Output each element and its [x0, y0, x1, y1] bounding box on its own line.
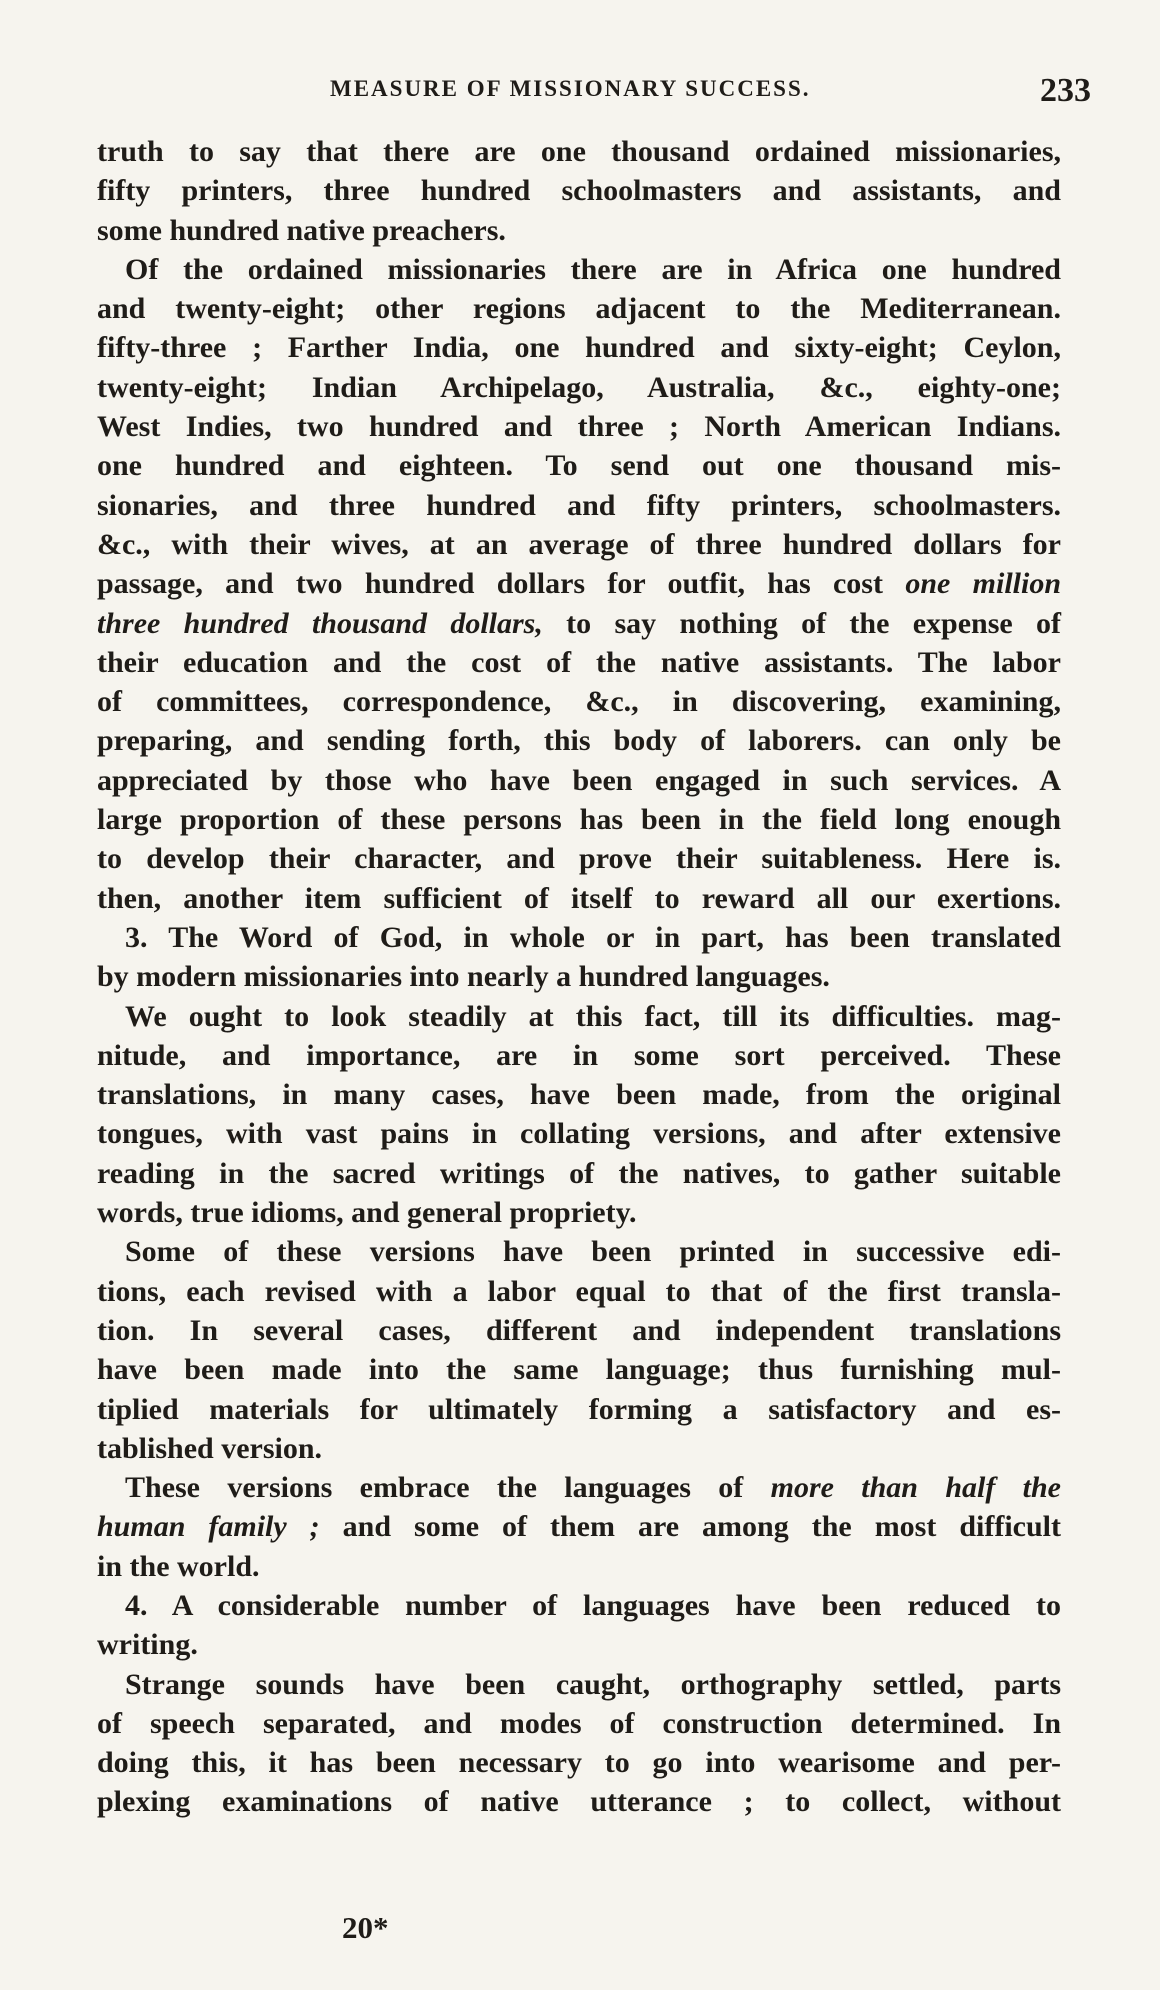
text-segment: their education and the cost of the native assistants. The labor [97, 645, 1061, 679]
text-segment: These versions embrace the languages of [125, 1471, 771, 1505]
text-line [97, 1114, 1061, 1153]
text-segment: 3. The Word of God, in whole or in part, has been translated [125, 920, 1061, 954]
text-segment: reading in the sacred writings of the natives, to gather suitable [97, 1156, 1061, 1190]
text-segment: tions, each revised with a labor equal to that of the first transla- [97, 1274, 1061, 1308]
text-line [97, 1193, 1061, 1232]
text-line [97, 1547, 1061, 1586]
text-line [97, 1075, 1061, 1114]
page-number: 233 [1040, 72, 1091, 109]
text-line [97, 328, 1061, 367]
text-segment: then, another item sufficient of itself to reward all our exertions. [97, 881, 1061, 915]
text-line [97, 1036, 1061, 1075]
text-segment: to say nothing of the expense of [542, 606, 1062, 640]
text-line [97, 1665, 1061, 1704]
text-line [97, 250, 1061, 289]
text-segment: West Indies, two hundred and three ; North American Indians. [97, 410, 1061, 444]
text-line [97, 1311, 1061, 1350]
text-line [97, 879, 1061, 918]
text-line [97, 525, 1061, 564]
text-line [97, 1625, 1061, 1664]
text-line [97, 604, 1061, 643]
text-segment: tion. In several cases, different and independent translations [97, 1313, 1061, 1347]
text-segment: tiplied materials for ultimately forming a satisfactory and es- [97, 1392, 1061, 1426]
text-segment: passage, and two hundred dollars for outfit, has cost [97, 567, 906, 601]
text-segment: sionaries, and three hundred and fifty printers, schoolmasters. [97, 488, 1061, 522]
text-line [97, 446, 1061, 485]
text-segment: by modern missionaries into nearly a hundred languages. [97, 960, 830, 994]
text-segment: appreciated by those who have been engaged in such services. A [97, 763, 1061, 797]
text-line [97, 1390, 1061, 1429]
text-segment: to develop their character, and prove their suitableness. Here is. [97, 842, 1061, 876]
italic-text: one million [905, 567, 1062, 601]
text-line [97, 407, 1061, 446]
text-line [97, 1586, 1061, 1625]
italic-text: human family ; [97, 1510, 320, 1544]
text-segment: words, true idioms, and general propriety. [97, 1196, 637, 1230]
text-segment: of committees, correspondence, &c., in discovering, examining, [97, 685, 1061, 719]
text-line [97, 643, 1061, 682]
signature-mark: 20* [342, 1910, 389, 1945]
text-segment: 4. A considerable number of languages have been reduced to [125, 1588, 1061, 1622]
text-segment: tablished version. [97, 1431, 323, 1465]
text-segment: &c., with their wives, at an average of three hundred dollars for [97, 527, 1061, 561]
text-segment: We ought to look steadily at this fact, till its difficulties. mag- [125, 999, 1061, 1033]
text-segment: translations, in many cases, have been made, from the original [97, 1078, 1061, 1112]
text-line [97, 839, 1061, 878]
text-line [97, 211, 1061, 250]
text-line [97, 1507, 1061, 1546]
text-segment: writing. [97, 1628, 198, 1662]
text-line [97, 289, 1061, 328]
text-line [97, 368, 1061, 407]
running-title: MEASURE OF MISSIONARY SUCCESS. [330, 76, 811, 101]
text-segment: large proportion of these persons has been in the field long enough [97, 803, 1061, 837]
text-segment: of speech separated, and modes of construction determined. In [97, 1706, 1061, 1740]
text-line [97, 486, 1061, 525]
text-line [97, 918, 1061, 957]
text-segment: tongues, with vast pains in collating versions, and after extensive [97, 1117, 1061, 1151]
text-line [97, 1232, 1061, 1271]
italic-text: three hundred thousand dollars, [97, 606, 543, 640]
text-segment: have been made into the same language; thus furnishing mul- [97, 1353, 1061, 1387]
text-line [97, 721, 1061, 760]
text-line [97, 1350, 1061, 1389]
text-segment: doing this, it has been necessary to go into wearisome and per- [97, 1746, 1061, 1780]
text-segment: truth to say that there are one thousand ordained missionaries, [97, 135, 1061, 168]
text-line [97, 957, 1061, 996]
text-line [97, 800, 1061, 839]
text-line [97, 1468, 1061, 1507]
text-line [97, 564, 1061, 603]
text-segment: Some of these versions have been printed in successive edi- [125, 1235, 1061, 1269]
text-segment: Of the ordained missionaries there are in Africa one hundred [125, 252, 1061, 286]
text-segment: fifty-three ; Farther India, one hundred and sixty-eight; Ceylon, [97, 331, 1061, 365]
text-line [97, 1743, 1061, 1782]
text-line [97, 1154, 1061, 1193]
text-segment: preparing, and sending forth, this body of laborers. can only be [97, 724, 1061, 758]
text-line [97, 132, 1061, 171]
text-segment: fifty printers, three hundred schoolmasters and assistants, and [97, 174, 1061, 208]
text-line [97, 1272, 1061, 1311]
text-segment: nitude, and importance, are in some sort perceived. These [97, 1038, 1061, 1072]
text-segment: some hundred native preachers. [97, 213, 506, 247]
text-segment: plexing examinations of native utterance ; to collect, without [97, 1785, 1061, 1819]
text-line [97, 1429, 1061, 1468]
text-segment: and some of them are among the most difficult [319, 1510, 1062, 1544]
body-text [97, 132, 1061, 1822]
text-segment: twenty-eight; Indian Archipelago, Australia, &c., eighty-one; [97, 370, 1061, 404]
text-line [97, 682, 1061, 721]
text-line [97, 761, 1061, 800]
text-segment: one hundred and eighteen. To send out one thousand mis- [97, 449, 1061, 483]
text-line [97, 1704, 1061, 1743]
text-line [97, 997, 1061, 1036]
text-segment: in the world. [97, 1549, 260, 1583]
italic-text: more than half the [770, 1471, 1061, 1505]
text-segment: Strange sounds have been caught, orthography settled, parts [125, 1667, 1061, 1701]
text-line [97, 171, 1061, 210]
text-segment: and twenty-eight; other regions adjacent to the Mediterranean. [97, 292, 1061, 326]
text-line [97, 1782, 1061, 1821]
